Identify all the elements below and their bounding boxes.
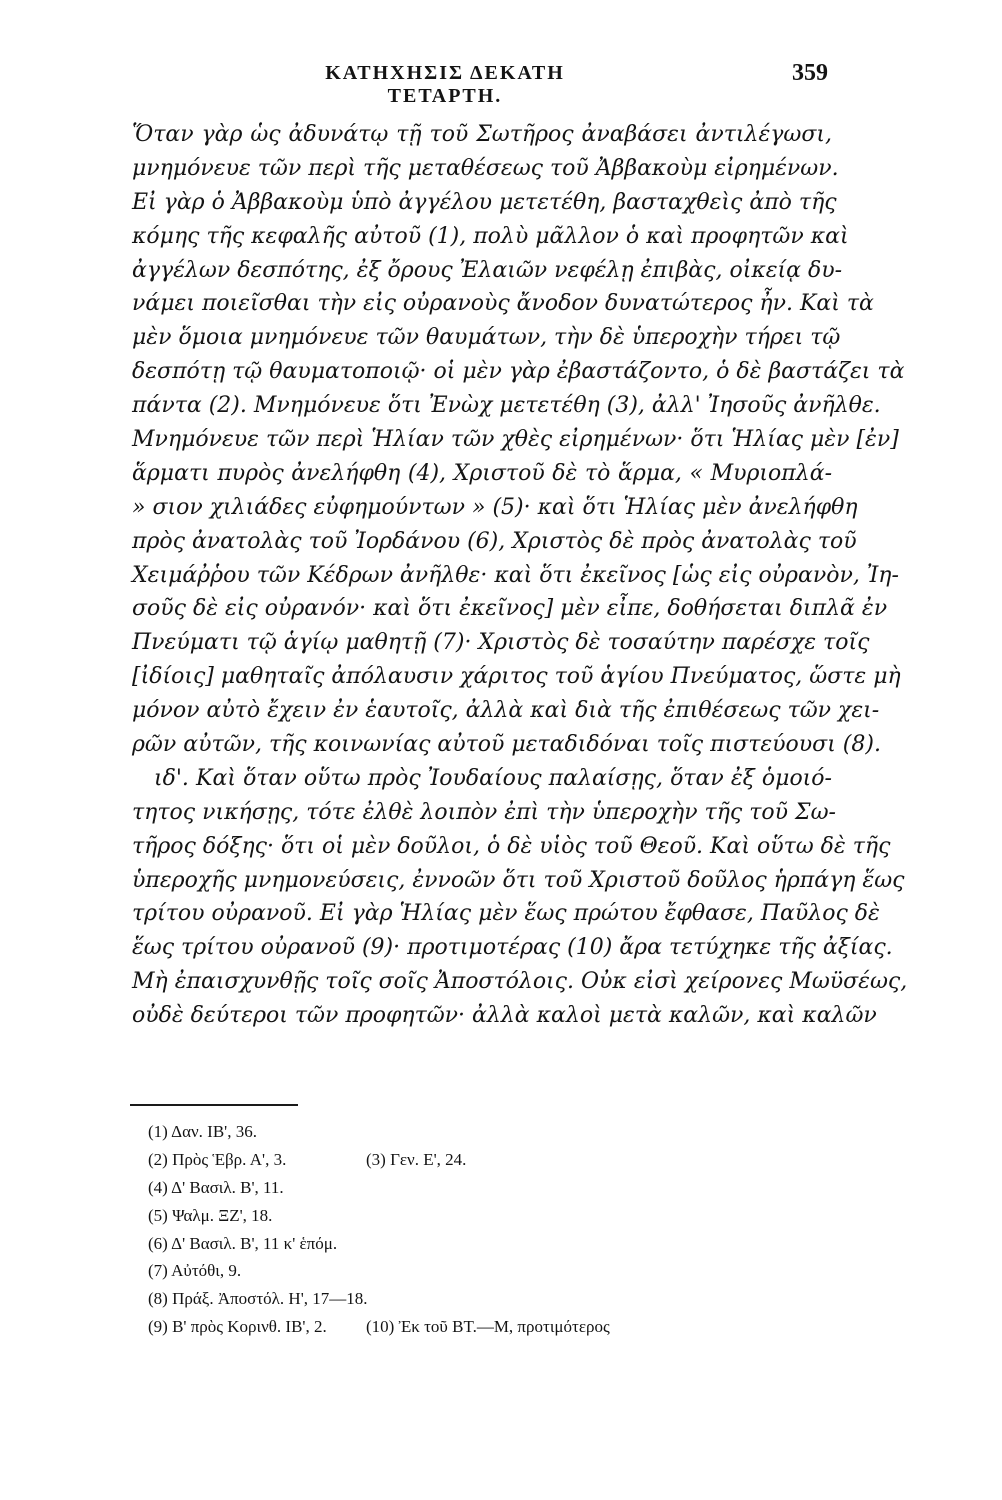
footnote: (1) Δαν. ΙΒ', 36.	[148, 1122, 257, 1141]
footnote-row	[148, 1146, 838, 1174]
text-line: Μνημόνευε τῶν περὶ Ἡλίαν τῶν χθὲς εἰρημένων· ὅτι Ἡλίας μὲν [ἐν]	[132, 427, 899, 453]
text-line: ἅρματι πυρὸς ἀνελήφθη (4), Χριστοῦ δὲ τὸ ἅρμα, « Μυριοπλά-	[132, 460, 832, 486]
text-line: τῆρος δόξης· ὅτι οἱ μὲν δοῦλοι, ὁ δὲ υἱὸς τοῦ Θεοῦ. Καὶ οὕτω δὲ τῆς	[132, 833, 891, 859]
footnote: (6) Δ' Βασιλ. Β', 11 κ' ἑπόμ.	[148, 1233, 338, 1253]
text-line: τρίτου οὐρανοῦ. Εἰ γὰρ Ἡλίας μὲν ἕως πρώτου ἔφθασε, Παῦλος δὲ	[132, 901, 880, 927]
text-line: ρῶν αὐτῶν, τῆς κοινωνίας αὐτοῦ μεταδιδόναι τοῖς πιστεύουσι (8).	[132, 732, 881, 758]
footnote: (4) Δ' Βασιλ. Β', 11.	[148, 1177, 284, 1197]
text-line: μόνον αὐτὸ ἔχειν ἐν ἑαυτοῖς, ἀλλὰ καὶ διὰ τῆς ἐπιθέσεως τῶν χει-	[132, 698, 880, 724]
footnote: (5) Ψαλμ. ΞΖ', 18.	[148, 1205, 273, 1225]
text-line: πάντα (2). Μνημόνευε ὅτι Ἐνὼχ μετετέθη (3), ἀλλ' Ἰησοῦς ἀνῆλθε.	[132, 393, 881, 419]
footnote	[366, 1118, 838, 1146]
text-line: Εἰ γὰρ ὁ Ἀββακοὺμ ὑπὸ ἀγγέλου μετετέθη, βασταχθεὶς ἀπὸ τῆς	[132, 189, 837, 215]
text-line: ἀγγέλων δεσπότης, ἐξ ὄρους Ἐλαιῶν νεφέλῃ ἐπιβὰς, οἰκείᾳ δυ-	[132, 257, 843, 283]
text-line: μνημόνευε τῶν περὶ τῆς μεταθέσεως τοῦ Ἀββακοὺμ εἰρημένων.	[132, 155, 839, 181]
text-line: Ὅταν γὰρ ὡς ἀδυνάτῳ τῇ τοῦ Σωτῆρος ἀναβάσει ἀντιλέγωσι,	[132, 122, 832, 147]
text-line: οὐδὲ δεύτεροι τῶν προφητῶν· ἀλλὰ καλοὶ μετὰ καλῶν, καὶ καλῶν	[132, 1003, 877, 1029]
section-start-line: ιδ'. Καὶ ὅταν οὕτω πρὸς Ἰουδαίους παλαίσῃς, ὅταν ἐξ ὁμοιό-	[154, 765, 832, 791]
footnote: (7) Αὐτόθι, 9.	[148, 1261, 242, 1281]
footnote-divider	[130, 1104, 298, 1106]
text-line: ὑπεροχῆς μνημονεύσεις, ἐννοῶν ὅτι τοῦ Χριστοῦ δοῦλος ἡρπάγη ἕως	[132, 867, 905, 893]
footnote-row	[148, 1118, 838, 1146]
text-line: μὲν ὅμοια μνημόνευε τῶν θαυμάτων, τὴν δὲ ὑπεροχὴν τήρει τῷ	[132, 325, 841, 351]
footnote-row	[148, 1285, 838, 1313]
text-line: δεσπότῃ τῷ θαυματοποιῷ· οἱ μὲν γὰρ ἐβαστάζοντο, ὁ δὲ βαστάζει τὰ	[132, 359, 905, 385]
running-title: ΚΑΤΗΧΗΣΙΣ ΔΕΚΑΤΗ ΤΕΤΑΡΤΗ.	[325, 62, 565, 107]
footnotes	[148, 1118, 838, 1341]
footnote: (10) Ἐκ τοῦ ΒΤ.—Μ, προτιμότερος	[366, 1317, 610, 1337]
footnote: (2) Πρὸς Ἑβρ. Α', 3.	[148, 1149, 287, 1169]
footnote	[366, 1174, 838, 1202]
text-line: ἕως τρίτου οὐρανοῦ (9)· προτιμοτέρας (10) ἄρα τετύχηκε τῆς ἀξίας.	[132, 935, 893, 961]
text-line: νάμει ποιεῖσθαι τὴν εἰς οὐρανοὺς ἄνοδον δυνατώτερος ἦν. Καὶ τὰ	[132, 291, 874, 317]
text-line: σοῦς δὲ εἰς οὐρανόν· καὶ ὅτι ἐκεῖνος] μὲν εἶπε, δοθήσεται διπλᾶ ἐν	[132, 596, 888, 622]
footnote: (8) Πράξ. Ἀποστόλ. Η', 17—18.	[148, 1289, 368, 1309]
footnote: (3) Γεν. Ε', 24.	[366, 1149, 467, 1169]
footnote-row	[148, 1202, 838, 1230]
footnote-row	[148, 1174, 838, 1202]
text-line: πρὸς ἀνατολὰς τοῦ Ἰορδάνου (6), Χριστὸς δὲ πρὸς ἀνατολὰς τοῦ	[132, 528, 857, 554]
body-text	[132, 118, 908, 1033]
footnote-row	[148, 1313, 838, 1341]
footnote	[366, 1257, 838, 1285]
text-line: Χειμάῤῥου τῶν Κέδρων ἀνῆλθε· καὶ ὅτι ἐκεῖνος [ὡς εἰς οὐρανὸν, Ἰη-	[132, 562, 899, 588]
footnote	[366, 1230, 838, 1258]
footnote	[366, 1202, 838, 1230]
text-line: » σιον χιλιάδες εὐφημούντων » (5)· καὶ ὅτι Ἡλίας μὲν ἀνελήφθη	[132, 494, 858, 520]
footnote-row	[148, 1230, 838, 1258]
text-line: [ἰδίοις] μαθηταῖς ἀπόλαυσιν χάριτος τοῦ ἁγίου Πνεύματος, ὥστε μὴ	[132, 664, 901, 690]
text-line: Πνεύματι τῷ ἁγίῳ μαθητῇ (7)· Χριστὸς δὲ τοσαύτην παρέσχε τοῖς	[132, 630, 870, 656]
text-line: Μὴ ἐπαισχυνθῇς τοῖς σοῖς Ἀποστόλοις. Οὐκ εἰσὶ χείρονες Μωϋσέως,	[132, 969, 908, 995]
footnote-row	[148, 1257, 838, 1285]
text-line: τητος νικήσῃς, τότε ἐλθὲ λοιπὸν ἐπὶ τὴν ὑπεροχὴν τῆς τοῦ Σω-	[132, 799, 836, 825]
page-number: 359	[792, 60, 828, 86]
footnote	[366, 1285, 838, 1313]
footnote: (9) Β' πρὸς Κορινθ. ΙΒ', 2.	[148, 1317, 327, 1337]
text-line: κόμης τῆς κεφαλῆς αὐτοῦ (1), πολὺ μᾶλλον ὁ καὶ προφητῶν καὶ	[132, 223, 849, 249]
